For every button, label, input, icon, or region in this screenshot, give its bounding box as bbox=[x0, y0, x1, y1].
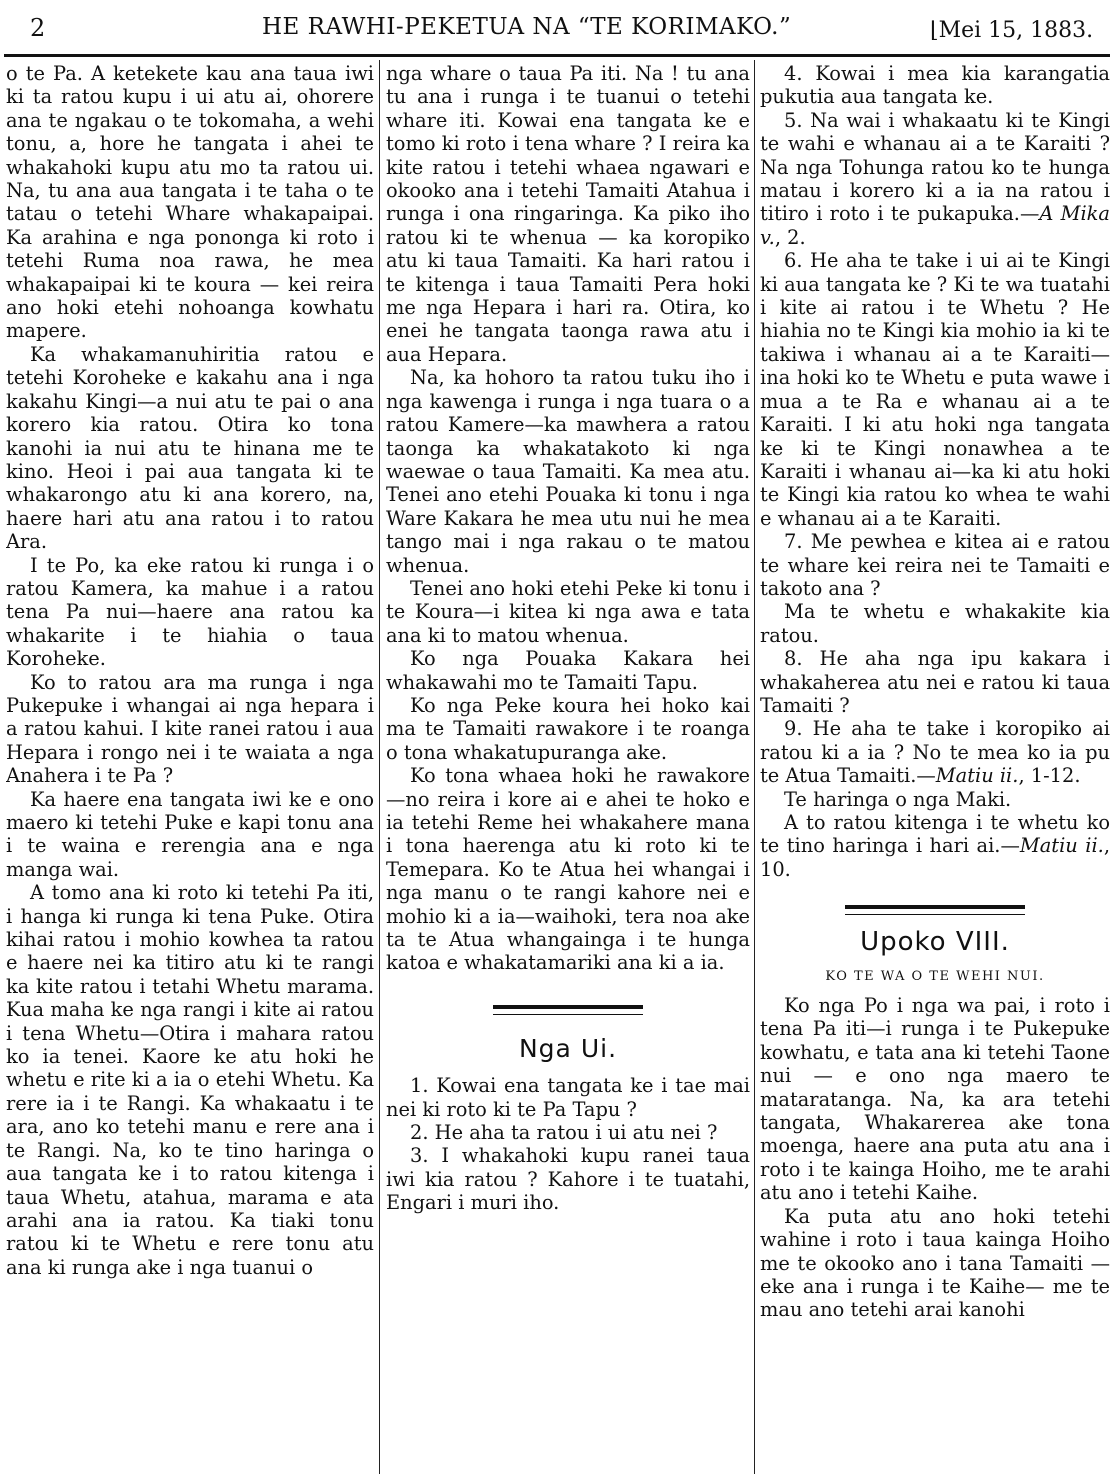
question: 6. He aha te take i ui ai te Kingi ki aua tangata ke ? Ki te wa tuatahi i kite ai ratou i te Whetu ? He hiahia no te Kingi kia mohio ia ki te takiwa i whanau ai a te Karaiti—ina hoki ko te Whetu e puta wawe i mua a te Ra e whanau ai a te Karaiti. I ki atu hoki nga tangata ke ki te Kingi nonawhea a te Karaiti i whanau ai—ka ki atu hoki te Kingi kia ratou ko whea te wahi e whanau ai a te Karaiti. bbox=[760, 249, 1110, 530]
section-divider bbox=[845, 905, 1025, 915]
paragraph: Ka whakamanuhiritia ratou e tetehi Koroheke e kakahu ana i nga kakahu Kingi—a nui atu te pai o ana korero kia ratou. Otira ko tona kanohi ia nui atu te hinana me te kino. Heoi i pai aua tangata ki te whakarongo atu ki ana korero, na, haere hari atu ana ratou i to ratou Ara. bbox=[6, 342, 374, 554]
section-divider bbox=[493, 1005, 643, 1015]
column-3 bbox=[760, 62, 1110, 1472]
paragraph: Ka haere ena tangata iwi ke e ono maero ki tetehi Puke e kapi tonu ana i te waina e rerengia ana e nga manga wai. bbox=[6, 787, 374, 881]
paragraph: Tenei ano hoki etehi Peke ki tonu i te Koura—i kitea ki nga awa e tata ana ki to matou whenua. bbox=[386, 576, 750, 647]
paragraph: I te Po, ka eke ratou ki runga i o ratou Kamera, ka mahue i a ratou tena Pa nui—haere ana ratou ka whakarite i te hiahia o taua Koroheke. bbox=[6, 553, 374, 671]
paragraph: Na, ka hohoro ta ratou tuku iho i nga kawenga i runga i nga tuara o a ratou Kamere—ka mawhera a ratou taonga ka whakatakoto ki nga waewae o taua Tamaiti. Ka mea atu. Tenei ano etehi Pouaka ki tonu i nga Ware Kakara he mea utu nui he mea tango mai i nga rakau o te matou whenua. bbox=[386, 366, 750, 577]
reference-verse: , 10. bbox=[760, 834, 1110, 881]
paragraph: Ko nga Pouaka Kakara hei whakawahi mo te Tamaiti Tapu. bbox=[386, 647, 750, 694]
paragraph: o te Pa. A ketekete kau ana taua iwi ki ta ratou kupu i ui atu ai, ohorere ana te ngakau o te tokomaha, a wehi tonu, a, hore he tangata i ahei te whakahoki kupu atu mo ta ratou ui. Na, tu ana aua tangata i te taha o te tatau o tetehi Whare whakapaipai. Ka arahina e nga ponongа ki roto i tetehi Ruma noa rawa, he mea whakapaipai ki te koura — kei reira ano hoki etehi nohoanga kowhatu mapere. bbox=[6, 62, 374, 343]
question: 2. He aha ta ratou i ui atu nei ? bbox=[410, 1121, 718, 1145]
page-number: 2 bbox=[30, 14, 46, 42]
scripture-reference: Matiu ii. bbox=[935, 764, 1019, 788]
column-1 bbox=[6, 62, 374, 1472]
paragraph: Ko nga Po i nga wa pai, i roto i tena Pa iti—i runga i te Pukepuke kowhatu, e tata ana ki tetehi Taone nui — e ono nga maero te mataratanga. Na, ka ara tetehi tangata, Whakarerea ake tona moenga, haere ana puta atu ana i roto i te kainga Hoiho, me te arahi atu ano i tetehi Kaihe. bbox=[760, 994, 1110, 1205]
paragraph: Ko nga Peke koura hei hoko kai ma te Tamaiti rawakore i te roanga o tona whakatupuranga ake. bbox=[386, 693, 750, 764]
paragraph: A tomo ana ki roto ki tetehi Pa iti, i hanga ki runga ki tena Puke. Otira kihai ratou i mohio kowhea ta ratou e haere nei ka titiro atu ki te rangi ka kite ratou i tetahi Whetu marama. Kua maha ke nga rangi i kite ai ratou i tena Whetu—Otira i mahara ratou ko ia tenei. Kaore ke atu hoki he whetu e rite ki a ia o etehi Whetu. Ka rere ia i te Rangi. Ka whakaatu i te ara, ano ko tetehi manu e rere ana i te Rangi. Na, ko te tino haringa o aua tangata ke i to ratou kitenga i taua Whetu, atahua, marama e ata arahi ana ia ratou. Ka tiaki tonu ratou ki te Whetu e rere tonu atu ana ki runga ake i nga tuanui o bbox=[6, 881, 374, 1279]
issue-date: ⌊Mei 15, 1883. bbox=[930, 18, 1094, 43]
question: 7. Me pewhea e kitea ai e ratou te whare kei reira nei te Tamaiti e takoto ana ? bbox=[760, 530, 1110, 600]
question: 8. He aha nga ipu kakara i whakaherea atu nei e ratou ki taua Tamaiti ? bbox=[760, 647, 1110, 717]
question: 4. Kowai i mea kia karangatia pukutia aua tangata ke. bbox=[760, 62, 1110, 109]
verse bbox=[760, 811, 1110, 881]
page-header bbox=[0, 0, 1114, 60]
questions-list bbox=[386, 1074, 750, 1214]
scripture-reference: Matiu ii. bbox=[1019, 834, 1104, 858]
question: 3. I whakahoki kupu ranei taua iwi kia ratou ? Kahore i te tuatahi, Engari i muri iho. bbox=[386, 1144, 750, 1215]
question-text: 9. He aha te take i koropiko ai ratou ki a ia ? No te mea ko ia pu te Atua Tamaiti.— bbox=[760, 717, 1110, 788]
reference-verse: , 1-12. bbox=[1018, 764, 1081, 788]
question: 1. Kowai ena tangata ke i tae mai nei ki roto ki te Pa Tapu ? bbox=[386, 1074, 750, 1121]
subheading-line: Te haringa o nga Maki. bbox=[784, 787, 1012, 811]
column-divider-2 bbox=[754, 60, 755, 1474]
paragraph: Ka puta atu ano hoki tetehi wahine i roto i taua kainga Hoiho me te okooko ano i tana Tamaiti —eke ana i runga i te Kaihe— me te mau ano tetehi arai kanohi bbox=[760, 1204, 1110, 1322]
header-rule bbox=[4, 54, 1110, 57]
reference-verse: , 2. bbox=[774, 225, 806, 249]
column-2 bbox=[386, 62, 750, 1472]
paragraph: nga whare o taua Pa iti. Na ! tu ana tu ana i runga i te tuanui o tetehi whare iti. Kowai ena tangata ke e tomo ki roto i tena whare ? I reira ka kite ratou i tetehi whaea ngawari e okooko ana i tetehi Tamaiti Atahua i runga i ona ringaringa. Ka piko iho ratou ki te whenua — ka koropiko atu ki taua Tamaiti. Ka hari ratou i te kitenga i taua Tamaiti Pera hoki me nga Hepara i hari ra. Otira, ko enei he tangata taonga rawa atu i aua Hepara. bbox=[386, 62, 750, 366]
chapter-heading: Upoko VIII. bbox=[860, 927, 1010, 958]
column-divider-1 bbox=[379, 60, 380, 1474]
paragraph: Ko to ratou ara ma runga i nga Pukepuke i whangai ai nga hepara i a ratou kahui. I kite ranei ratou i aua Hepara i rongo nei i te waiata a nga Anahera i te Pa ? bbox=[6, 670, 374, 788]
chapter-subheading: KO TE WA O TE WEHI NUI. bbox=[825, 968, 1045, 984]
scripture-reference: A Mika v. bbox=[760, 202, 1110, 249]
answer: Ma te whetu e whakakite kia ratou. bbox=[760, 600, 1110, 647]
section-heading: Nga Ui. bbox=[518, 1033, 618, 1063]
paragraph: Ko tona whaea hoki he rawakore—no reira i kore ai e ahei te hoko e ia tetehi Reme hei whakahere mana i tona haerenga atu ki roto ki te Temepara. Ko te Atua hei whangai i nga manu o te rangi kahore nei e mohio ki a ia—waihoki, tera noa ake ta te Atua whangainga i te hunga katoa e whakatamariki ana ki a ia. bbox=[386, 764, 750, 975]
question bbox=[760, 717, 1110, 787]
running-title: HE RAWHI-PEKETUA NA “TE KORIMAKO.” bbox=[262, 14, 792, 40]
question bbox=[760, 109, 1110, 249]
question-text: 5. Na wai i whakaatu ki te Kingi te wahi e whanau ai a te Karaiti ? Na nga Tohunga ratou ko te hunga matau i korero ki a ia na ratou i titiro i roto i te pukapuka.— bbox=[760, 108, 1110, 226]
verse-text: A to ratou kitenga i te whetu ko te tino haringa i hari ai.— bbox=[760, 811, 1110, 858]
